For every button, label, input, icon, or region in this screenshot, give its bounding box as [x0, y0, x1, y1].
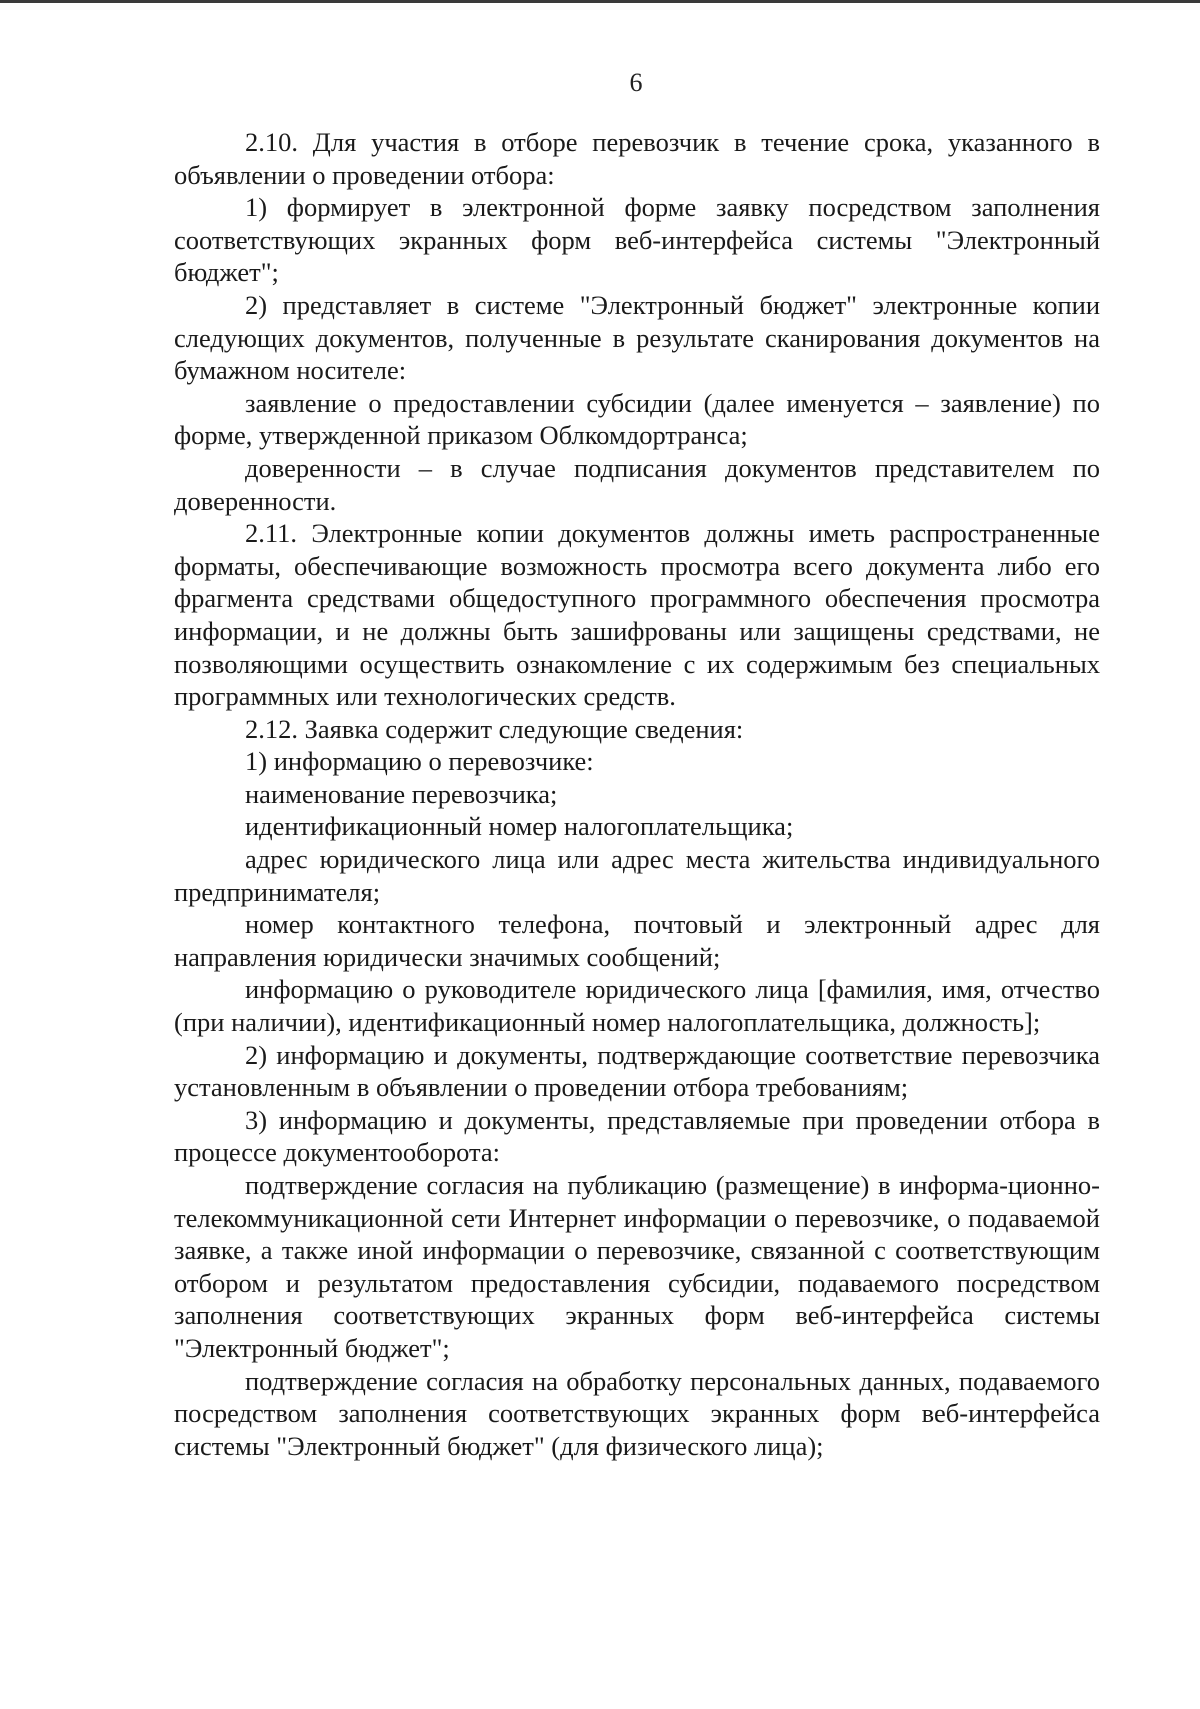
paragraph-head-info: информацию о руководителе юридического лица [фамилия, имя, отчество (при наличии), идентификационный номер налогоплательщика, должность]; [174, 974, 1100, 1038]
paragraph-2-10: 2.10. Для участия в отборе перевозчик в течение срока, указанного в объявлении о проведении отбора: [174, 127, 1100, 190]
paragraph-personal-data-consent: подтверждение согласия на обработку персональных данных, подаваемого посредством заполнения соответствующих экранных форм веб-интерфейса системы "Электронный бюджет" (для физического лица); [174, 1365, 1100, 1461]
document-body [174, 126, 1100, 1462]
paragraph-address: адрес юридического лица или адрес места жительства индивидуального предпринимателя; [174, 844, 1100, 907]
paragraph-contacts: номер контактного телефона, почтовый и электронный адрес для направления юридически значимых сообщений; [174, 909, 1100, 972]
paragraph-carrier-name: наименование перевозчика; [245, 778, 558, 809]
paragraph-taxpayer-id: идентификационный номер налогоплательщика; [245, 811, 794, 842]
paragraph-item-2-requirements: 2) информацию и документы, подтверждающие соответствие перевозчика установленным в объявлении о проведении отбора требованиям; [174, 1039, 1100, 1103]
paragraph-publication-consent: подтверждение согласия на публикацию (размещение) в информа-ционно-телекоммуникационной сети Интернет информации о перевозчике, о подаваемой заявке, а также иной информации о перевозчике, связанной с соответствующим отбором и результатом предоставления субсидии, подаваемого посредством заполнения соответствующих экранных форм веб-интерфейса системы "Электронный бюджет"; [174, 1170, 1100, 1363]
paragraph-carrier-info: 1) информацию о перевозчике: [245, 746, 594, 777]
paragraph-item-1: 1) формирует в электронной форме заявку посредством заполнения соответствующих экранных форм веб-интерфейса системы "Электронный бюджет"; [174, 192, 1100, 288]
page-number: 6 [629, 68, 643, 97]
paragraph-item-2: 2) представляет в системе "Электронный бюджет" электронные копии следующих документов, полученные в результате сканирования документов на бумажном носителе: [174, 289, 1100, 386]
paragraph-item-3: 3) информацию и документы, представляемые при проведении отбора в процессе документооборота: [174, 1104, 1100, 1168]
paragraph-power-of-attorney: доверенности – в случае подписания документов представителем по доверенности. [174, 452, 1100, 516]
paragraph-2-11: 2.11. Электронные копии документов должны иметь распространенные форматы, обеспечивающие возможность просмотра всего документа либо его фрагмента средствами общедоступного программного обеспечения просмотра информации, и не должны быть зашифрованы или защищены средствами, не позволяющими осуществить ознакомление с их содержимым без специальных программных или технологических средств. [174, 518, 1100, 712]
paragraph-2-12: 2.12. Заявка содержит следующие сведения: [245, 713, 744, 744]
scan-edge [0, 0, 1200, 3]
paragraph-application: заявление о предоставлении субсидии (далее именуется – заявление) по форме, утвержденной приказом Облкомдортранса; [174, 387, 1100, 451]
